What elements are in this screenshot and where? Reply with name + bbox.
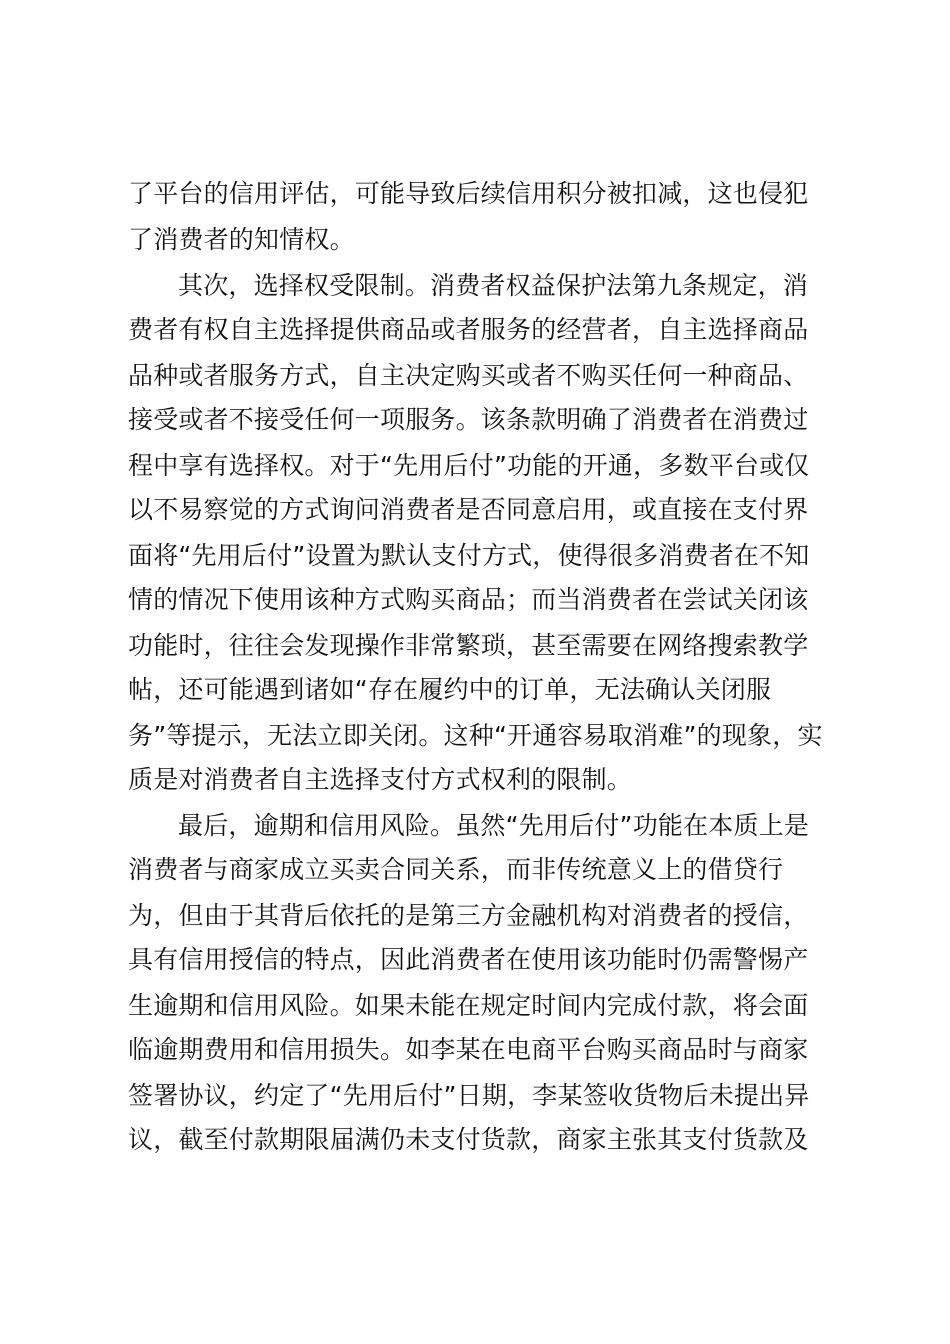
text-line: 临逾期费用和信用损失。如李某在电商平台购买商品时与商家: [128, 1035, 809, 1064]
text-line: 以不易察觉的方式询问消费者是否同意启用，或直接在支付界: [128, 495, 809, 524]
text-line: 生逾期和信用风险。如果未能在规定时间内完成付款，将会面: [128, 991, 809, 1020]
text-line: 功能时，往往会发现操作非常繁琐，甚至需要在网络搜索教学: [128, 631, 809, 660]
text-line: 程中享有选择权。对于“先用后付”功能的开通，多数平台或仅: [128, 451, 810, 480]
text-line: 了消费者的知情权。: [128, 225, 355, 254]
text-line: 为，但由于其背后依托的是第三方金融机构对消费者的授信，: [128, 901, 809, 930]
text-line: 质是对消费者自主选择支付方式权利的限制。: [128, 765, 633, 794]
text-line: 情的情况下使用该种方式购买商品；而当消费者在尝试关闭该: [128, 585, 809, 614]
text-line: 具有信用授信的特点，因此消费者在使用该功能时仍需警惕产: [128, 945, 809, 974]
paragraph-first-line: 最后，逾期和信用风险。虽然“先用后付”功能在本质上是: [178, 811, 810, 840]
text-line: 务”等提示，无法立即关闭。这种“开通容易取消难”的现象，实: [128, 721, 823, 750]
text-line: 了平台的信用评估，可能导致后续信用积分被扣减，这也侵犯: [128, 179, 809, 208]
paragraph-first-line: 其次，选择权受限制。消费者权益保护法第九条规定，消: [178, 271, 809, 300]
text-line: 议，截至付款期限届满仍未支付货款，商家主张其支付货款及: [128, 1125, 809, 1154]
text-line: 费者有权自主选择提供商品或者服务的经营者，自主选择商品: [128, 315, 809, 344]
text-line: 消费者与商家成立买卖合同关系，而非传统意义上的借贷行: [128, 855, 784, 884]
text-line: 接受或者不接受任何一项服务。该条款明确了消费者在消费过: [128, 405, 809, 434]
text-line: 帖，还可能遇到诸如“存在履约中的订单，无法确认关闭服: [128, 675, 772, 704]
text-line: 面将“先用后付”设置为默认支付方式，使得很多消费者在不知: [128, 541, 810, 570]
text-line: 签署协议，约定了“先用后付”日期，李某签收货物后未提出异: [128, 1081, 810, 1110]
text-line: 品种或者服务方式，自主决定购买或者不购买任何一种商品、: [128, 361, 809, 390]
